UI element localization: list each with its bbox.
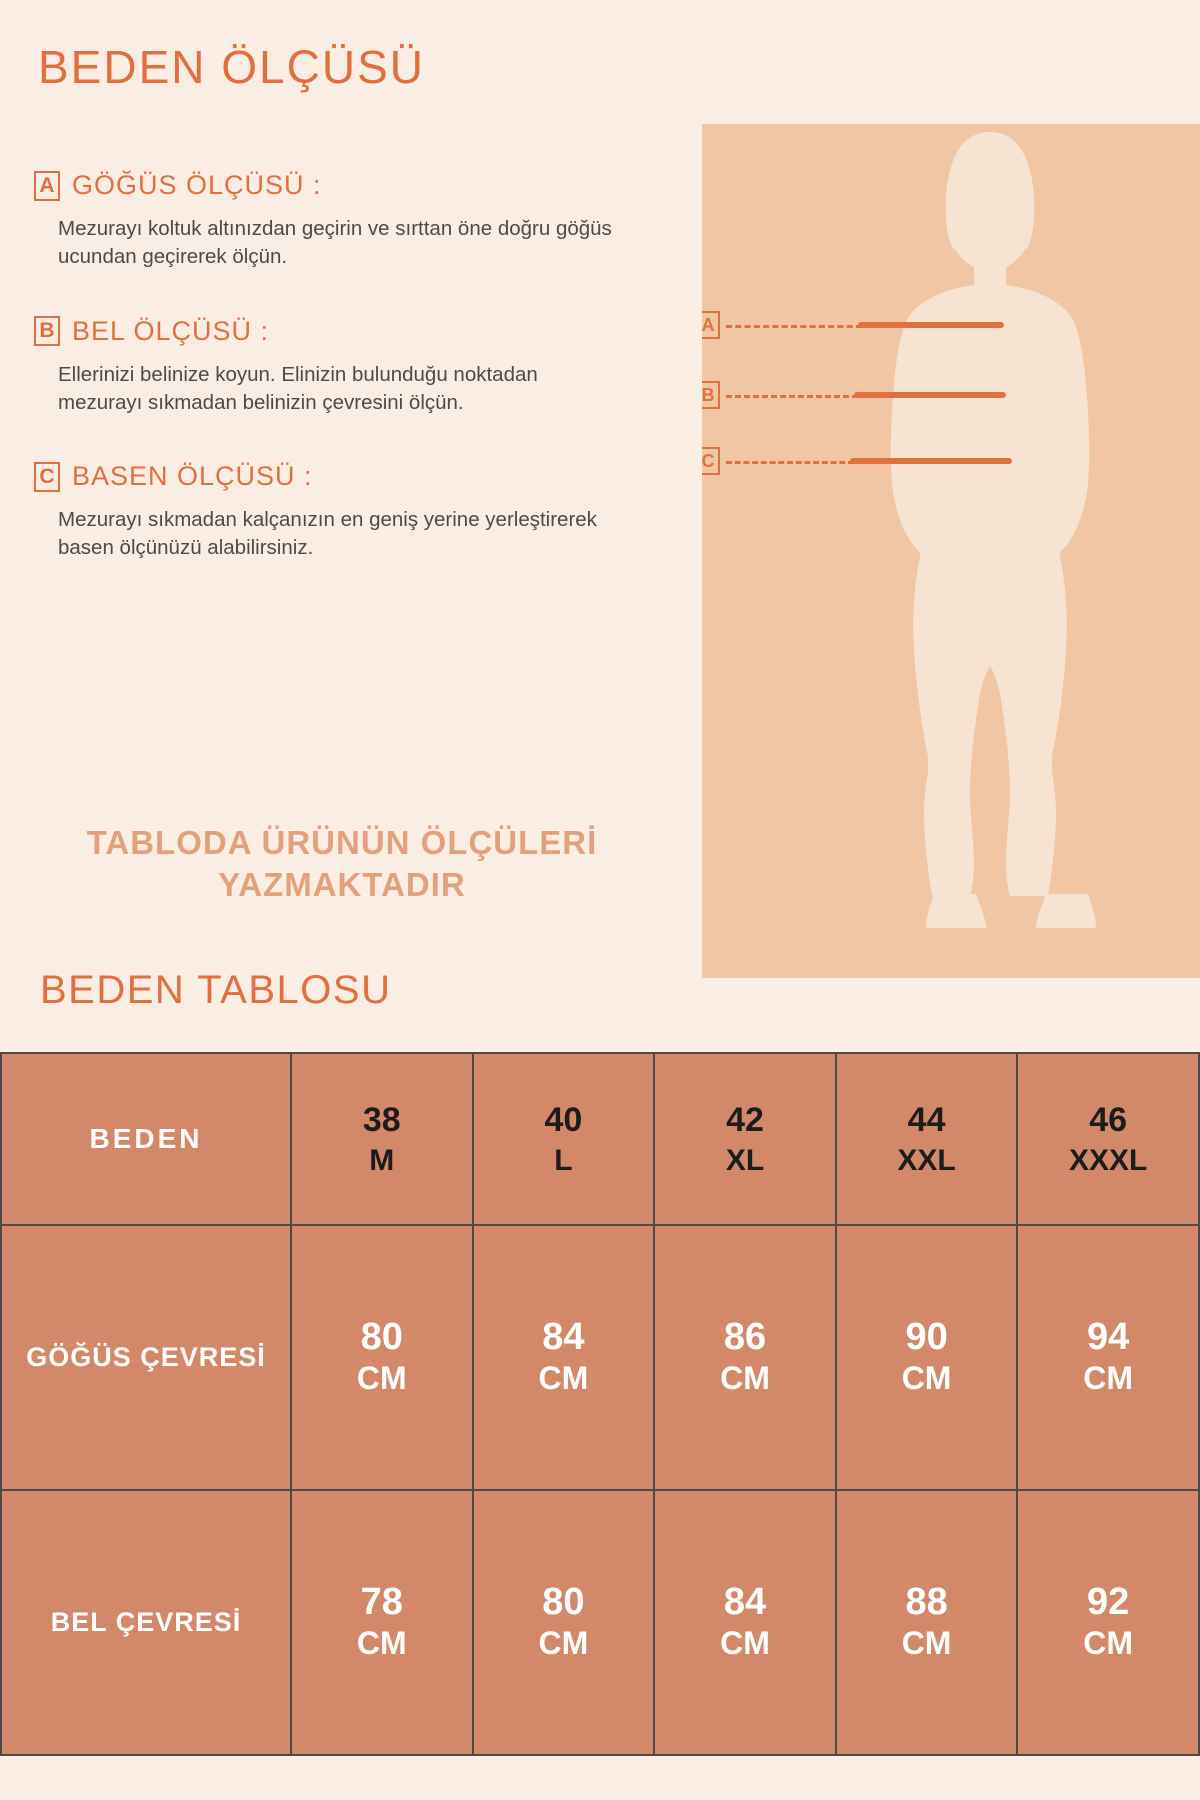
table-row [1, 1225, 1199, 1490]
measure-value: 86 [723, 1316, 767, 1359]
section-waist-text: Ellerinizi belinize koyun. Elinizin bulunduğu noktadan mezurayı sıkmadan belinizin çevresini ölçün. [58, 362, 538, 414]
section-chest-text: Mezurayı koltuk altınızdan geçirin ve sırttan öne doğru göğüs ucundan geçirerek ölçün. [58, 217, 612, 269]
section-chest [34, 170, 694, 272]
table-cell [1017, 1490, 1199, 1755]
measurement-instructions [34, 170, 694, 589]
size-letter: XXXL [1069, 1143, 1148, 1177]
table-cell [473, 1225, 655, 1490]
table-cell [291, 1225, 473, 1490]
section-waist-title: BEL ÖLÇÜSÜ : [72, 315, 270, 346]
measure-unit: CM [901, 1625, 952, 1662]
section-hip-text: Mezurayı sıkmadan kalçanızın en geniş yerine yerleştirerek basen ölçünüzü alabilirsiniz. [58, 508, 597, 560]
size-number: 40 [544, 1101, 583, 1139]
hip-band [850, 458, 1012, 464]
table-cell [654, 1490, 836, 1755]
body-illustration [702, 124, 1200, 978]
section-chest-header [34, 170, 694, 201]
table-cell [1017, 1225, 1199, 1490]
row-label-chest: GÖĞÜS ÇEVRESİ [1, 1225, 291, 1490]
section-waist [34, 316, 694, 418]
measure-value: 90 [905, 1316, 948, 1359]
badge-c-icon: C [34, 462, 60, 492]
table-col-header [473, 1053, 655, 1225]
waist-leader-line [726, 395, 858, 398]
table-cell [473, 1490, 655, 1755]
size-table [0, 1052, 1200, 1756]
measure-unit: CM [720, 1625, 770, 1662]
measure-value: 84 [723, 1581, 767, 1624]
size-number: 42 [726, 1101, 764, 1139]
table-col-header [654, 1053, 836, 1225]
table-cell [836, 1490, 1018, 1755]
measure-value: 80 [542, 1581, 585, 1624]
table-cell [654, 1225, 836, 1490]
section-hip-header [34, 461, 694, 492]
size-table-wrapper [0, 1052, 1200, 1756]
table-heading: BEDEN TABLOSU [40, 968, 392, 1012]
section-hip [34, 461, 694, 563]
table-col-header [1017, 1053, 1199, 1225]
size-letter: L [554, 1143, 573, 1177]
measure-unit: CM [1083, 1625, 1134, 1662]
chest-leader-line [726, 325, 862, 328]
measure-unit: CM [538, 1360, 589, 1397]
size-letter: XXL [897, 1143, 956, 1177]
measure-value: 80 [360, 1316, 403, 1359]
measure-value: 78 [360, 1581, 403, 1624]
product-measurement-note: TABLODA ÜRÜNÜN ÖLÇÜLERİ YAZMAKTADIR [86, 824, 598, 904]
marker-c-icon: C [702, 447, 720, 475]
measure-unit: CM [538, 1625, 589, 1662]
measure-unit: CM [356, 1625, 407, 1662]
page-title: BEDEN ÖLÇÜSÜ [38, 41, 425, 93]
size-letter: XL [725, 1143, 765, 1177]
waist-band [854, 392, 1006, 398]
table-cell [836, 1225, 1018, 1490]
table-corner-label: BEDEN [1, 1053, 291, 1225]
measure-unit: CM [901, 1360, 952, 1397]
size-number: 44 [907, 1101, 946, 1139]
marker-b-icon: B [702, 381, 720, 409]
badge-b-icon: B [34, 316, 60, 346]
chest-band [858, 322, 1004, 328]
section-hip-title: BASEN ÖLÇÜSÜ : [72, 461, 313, 492]
table-col-header [836, 1053, 1018, 1225]
table-col-header [291, 1053, 473, 1225]
size-number: 38 [362, 1101, 401, 1139]
measure-unit: CM [1083, 1360, 1134, 1397]
measure-unit: CM [356, 1360, 407, 1397]
table-cell [291, 1490, 473, 1755]
measure-value: 92 [1087, 1581, 1130, 1624]
size-number: 46 [1089, 1101, 1128, 1139]
female-body-silhouette-icon [702, 124, 1200, 978]
section-chest-title: GÖĞÜS ÖLÇÜSÜ : [72, 170, 322, 200]
marker-a-icon: A [702, 311, 720, 339]
table-header-row [1, 1053, 1199, 1225]
hip-leader-line [726, 461, 854, 464]
size-letter: M [369, 1143, 395, 1177]
measure-value: 88 [905, 1581, 948, 1624]
measure-value: 84 [542, 1316, 585, 1359]
badge-a-icon: A [34, 171, 60, 201]
measure-unit: CM [720, 1360, 770, 1397]
table-row [1, 1490, 1199, 1755]
row-label-waist: BEL ÇEVRESİ [1, 1490, 291, 1755]
section-waist-header [34, 316, 694, 347]
measure-value: 94 [1087, 1316, 1130, 1359]
